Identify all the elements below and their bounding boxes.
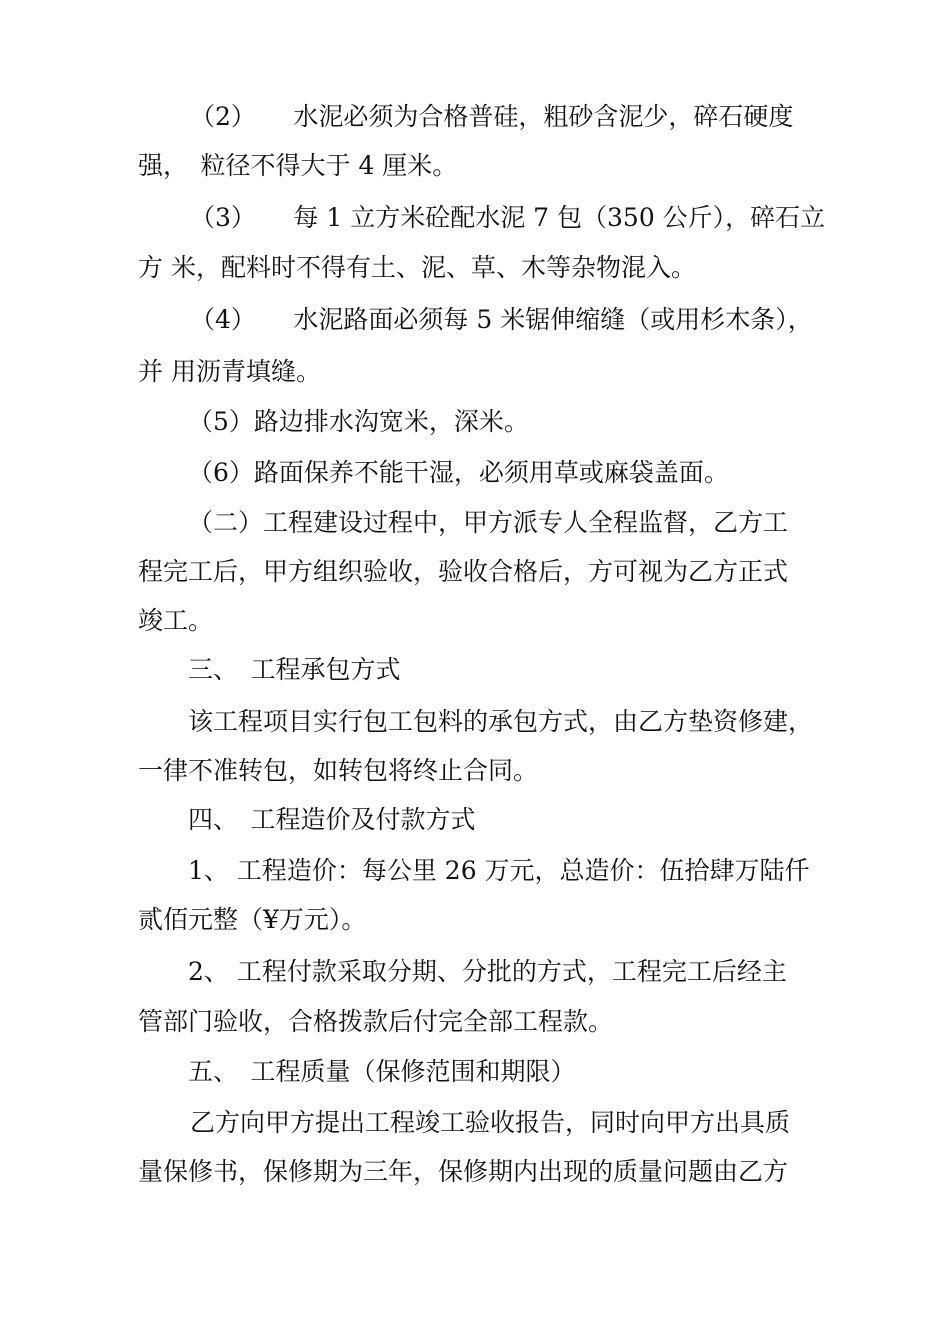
- heading-contract-method: 三、 工程承包方式: [188, 655, 401, 684]
- clause-2-line-1: （2） 水泥必须为合格普硅，粗砂含泥少，碎石硬度: [190, 102, 794, 131]
- contract-method-line-2: 一律不准转包，如转包将终止合同。: [138, 756, 539, 785]
- section-2-line-1: （二）工程建设过程中，甲方派专人全程监督，乙方工: [188, 508, 789, 537]
- quality-line-1: 乙方向甲方提出工程竣工验收报告，同时向甲方出具质: [190, 1108, 791, 1137]
- clause-2-line-2: 强， 粒径不得大于 4 厘米。: [138, 151, 458, 180]
- clause-6-line: （6）路面保养不能干湿，必须用草或麻袋盖面。: [188, 458, 729, 487]
- cost-line-2: 贰佰元整（¥万元）。: [138, 905, 367, 934]
- clause-3-line-2: 方 米，配料时不得有土、泥、草、木等杂物混入。: [138, 253, 696, 282]
- heading-quality: 五、 工程质量（保修范围和期限）: [188, 1057, 576, 1086]
- section-2-line-3: 竣工。: [138, 606, 214, 635]
- clause-4-line-1: （4） 水泥路面必须每 5 米锯伸缩缝（或用杉木条），: [190, 305, 813, 334]
- quality-line-2: 量保修书，保修期为三年，保修期内出现的质量问题由乙方: [138, 1157, 789, 1186]
- clause-4-line-2: 并 用沥青填缝。: [138, 357, 321, 386]
- heading-cost-payment: 四、 工程造价及付款方式: [188, 805, 476, 834]
- payment-line-1: 2、 工程付款采取分期、分批的方式，工程完工后经主: [188, 957, 787, 986]
- section-2-line-2: 程完工后，甲方组织验收，验收合格后，方可视为乙方正式: [138, 557, 789, 586]
- cost-line-1: 1、 工程造价：每公里 26 万元，总造价：伍拾肆万陆仟: [188, 856, 810, 885]
- clause-5-line: （5）路边排水沟宽米，深米。: [188, 407, 529, 436]
- contract-method-line-1: 该工程项目实行包工包料的承包方式，由乙方垫资修建，: [188, 707, 814, 736]
- clause-3-line-1: （3） 每 1 立方米砼配水泥 7 包（350 公斤），碎石立: [190, 203, 826, 232]
- payment-line-2: 管部门验收，合格拨款后付完全部工程款。: [138, 1007, 614, 1036]
